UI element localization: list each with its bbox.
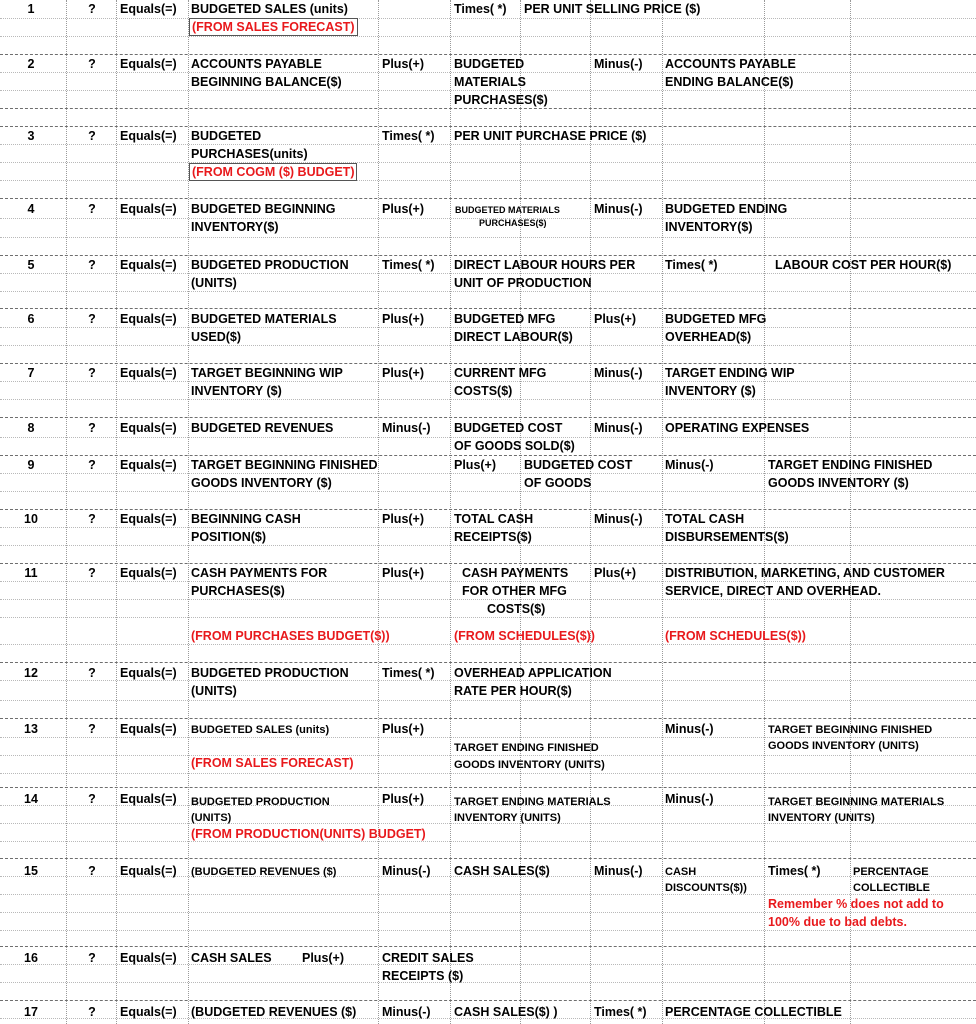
reminder-note-line-1: Remember % does not add to [768,897,944,911]
term-2-line-2: OF GOODS [524,476,592,490]
term-2: PER UNIT SELLING PRICE ($) [524,2,701,16]
row-number: 5 [27,258,35,272]
term-2-line-1: BUDGETED COST [524,458,633,472]
term-1-line-1: TARGET BEGINNING FINISHED [191,458,378,472]
question-mark: ? [88,57,96,71]
term-2-line-3: PURCHASES($) [454,93,548,107]
term-1-line-2: USED($) [191,330,242,344]
reminder-note-line-2: 100% due to bad debts. [768,915,907,929]
term-1-line-1: BUDGETED [191,129,262,143]
equals-label: Equals(=) [120,202,177,216]
operator-1: Minus(-) [382,864,431,878]
term-4-line-2: COLLECTIBLE [853,882,930,894]
term-1: BUDGETED REVENUES [191,421,334,435]
term-4-line-1: PERCENTAGE [853,866,929,878]
term-1-line-1: BUDGETED PRODUCTION [191,666,349,680]
term-1-line-2: PURCHASES(units) [191,147,308,161]
term-2-line-2: PURCHASES($) [479,218,547,228]
term-3-line-1: BUDGETED MFG [665,312,767,326]
equals-label: Equals(=) [120,864,177,878]
term-1-line-2: BEGINNING BALANCE($) [191,75,342,89]
row-number: 7 [27,366,35,380]
operator-2: Minus(-) [665,458,714,472]
question-mark: ? [88,312,96,326]
operator-2: Minus(-) [594,864,643,878]
term-1-line-1: TARGET BEGINNING WIP [191,366,343,380]
term-1-line-2: (UNITS) [191,276,237,290]
question-mark: ? [88,792,96,806]
row-number: 17 [24,1005,38,1019]
term-2-source: (FROM SCHEDULES($)) [454,629,595,643]
term-2-line-2: RECEIPTS ($) [382,969,464,983]
operator-2: Plus(+) [594,312,637,326]
operator-2: Minus(-) [594,421,643,435]
term-3-line-1: ACCOUNTS PAYABLE [665,57,796,71]
term-3-line-2: SERVICE, DIRECT AND OVERHEAD. [665,584,882,598]
term-3-line-2: DISCOUNTS($)) [665,882,747,894]
term-2-line-3: COSTS($) [487,602,546,616]
question-mark: ? [88,2,96,16]
term-1-line-2: GOODS INVENTORY ($) [191,476,332,490]
term-2-line-2: GOODS INVENTORY (UNITS) [454,759,605,771]
question-mark: ? [88,366,96,380]
term-3: LABOUR COST PER HOUR($) [775,258,952,272]
term-3-line-1: TARGET ENDING WIP [665,366,795,380]
term-2: CASH SALES($) [454,864,550,878]
term-2-line-1: BUDGETED MFG [454,312,556,326]
term-1-line-2: (UNITS) [191,812,232,824]
operator-1: Times( *) [382,258,435,272]
operator-1: Plus(+) [382,366,425,380]
operator-2: Minus(-) [665,722,714,736]
term-3-line-2: INVENTORY (UNITS) [768,812,875,824]
term-2-line-2: INVENTORY (UNITS) [454,812,561,824]
term-1-line-1: BUDGETED PRODUCTION [191,258,349,272]
question-mark: ? [88,1005,96,1019]
term-2-line-1: TARGET ENDING MATERIALS [454,796,611,808]
term-2-line-1: DIRECT LABOUR HOURS PER [454,258,636,272]
operator-2: Minus(-) [665,792,714,806]
term-2-line-2: MATERIALS [454,75,526,89]
term-2-line-2: RATE PER HOUR($) [454,684,572,698]
row-number: 4 [27,202,35,216]
operator-2: Times( *) [665,258,718,272]
question-mark: ? [88,722,96,736]
term-3-line-2: OVERHEAD($) [665,330,752,344]
term-1: CASH SALES [191,951,272,965]
term-2-line-2: UNIT OF PRODUCTION [454,276,592,290]
term-1-source: (FROM PRODUCTION(UNITS) BUDGET) [191,827,426,841]
row-number: 9 [27,458,35,472]
term-2-line-1: BUDGETED COST [454,421,563,435]
term-2: CASH SALES($) ) [454,1005,558,1019]
term-1-source: (FROM PURCHASES BUDGET($)) [191,629,390,643]
row-number: 13 [24,722,38,736]
equals-label: Equals(=) [120,951,177,965]
term-3-line-1: BUDGETED ENDING [665,202,788,216]
term-2: PER UNIT PURCHASE PRICE ($) [454,129,647,143]
row-number: 15 [24,864,38,878]
term-2-line-1: BUDGETED MATERIALS [455,205,560,215]
term-3-source: (FROM SCHEDULES($)) [665,629,806,643]
term-2-line-2: COSTS($) [454,384,513,398]
operator-2: Minus(-) [594,366,643,380]
equals-label: Equals(=) [120,312,177,326]
term-1-line-2: (UNITS) [191,684,237,698]
equals-label: Equals(=) [120,258,177,272]
term-2-line-1: OVERHEAD APPLICATION [454,666,612,680]
operator-1: Plus(+) [382,792,425,806]
term-2-line-1: TOTAL CASH [454,512,534,526]
term-3-line-1: CASH [665,866,697,878]
term-3-line-2: DISBURSEMENTS($) [665,530,789,544]
equals-label: Equals(=) [120,129,177,143]
equals-label: Equals(=) [120,722,177,736]
row-number: 12 [24,666,38,680]
equals-label: Equals(=) [120,512,177,526]
operator-1: Minus(-) [382,421,431,435]
term-2-line-1: TARGET ENDING FINISHED [454,742,599,754]
equals-label: Equals(=) [120,2,177,16]
term-3-line-1: TOTAL CASH [665,512,745,526]
question-mark: ? [88,458,96,472]
term-2-line-2: DIRECT LABOUR($) [454,330,573,344]
term-1-line-2: POSITION($) [191,530,267,544]
term-3-line-2: INVENTORY ($) [665,384,756,398]
term-2-line-1: CREDIT SALES [382,951,474,965]
term-1-source: (FROM SALES FORECAST) [191,756,354,770]
term-1-source: (FROM COGM ($) BUDGET) [189,163,357,181]
term-3: PERCENTAGE COLLECTIBLE [665,1005,842,1019]
operator-1: Plus(+) [382,512,425,526]
equals-label: Equals(=) [120,57,177,71]
row-number: 14 [24,792,38,806]
term-2-line-2: RECEIPTS($) [454,530,532,544]
equals-label: Equals(=) [120,792,177,806]
term-1-line-2: INVENTORY($) [191,220,279,234]
question-mark: ? [88,566,96,580]
question-mark: ? [88,951,96,965]
operator-1: Plus(+) [302,951,345,965]
term-2-line-1: BUDGETED [454,57,525,71]
term-2-line-2: FOR OTHER MFG [462,584,567,598]
term-3-line-2: GOODS INVENTORY (UNITS) [768,740,919,752]
term-3: OPERATING EXPENSES [665,421,810,435]
term-3-line-1: TARGET ENDING FINISHED [768,458,933,472]
equals-label: Equals(=) [120,421,177,435]
term-1-line-1: BUDGETED PRODUCTION [191,796,330,808]
term-1-line-1: ACCOUNTS PAYABLE [191,57,322,71]
term-2-line-2: OF GOODS SOLD($) [454,439,575,453]
operator-1: Times( *) [382,129,435,143]
question-mark: ? [88,666,96,680]
operator-1: Times( *) [454,2,507,16]
term-3-line-1: DISTRIBUTION, MARKETING, AND CUSTOMER [665,566,945,580]
row-number: 1 [27,2,35,16]
equals-label: Equals(=) [120,366,177,380]
term-1: (BUDGETED REVENUES ($) [191,1005,357,1019]
term-1-line-1: BEGINNING CASH [191,512,301,526]
term-3-line-2: INVENTORY($) [665,220,753,234]
operator-1: Plus(+) [382,722,425,736]
operator-1: Plus(+) [382,57,425,71]
term-3-line-1: TARGET BEGINNING MATERIALS [768,796,945,808]
question-mark: ? [88,258,96,272]
row-number: 3 [27,129,35,143]
question-mark: ? [88,202,96,216]
term-1-line-2: INVENTORY ($) [191,384,282,398]
operator-2: Plus(+) [594,566,637,580]
question-mark: ? [88,129,96,143]
question-mark: ? [88,864,96,878]
equals-label: Equals(=) [120,458,177,472]
operator-2: Minus(-) [594,512,643,526]
question-mark: ? [88,512,96,526]
operator-1: Plus(+) [382,312,425,326]
operator-1: Minus(-) [382,1005,431,1019]
operator-1: Times( *) [382,666,435,680]
term-2-line-1: CASH PAYMENTS [462,566,569,580]
term-1-line-1: CASH PAYMENTS FOR [191,566,328,580]
operator-1: Plus(+) [382,566,425,580]
term-1: (BUDGETED REVENUES ($) [191,866,337,878]
row-number: 6 [27,312,35,326]
question-mark: ? [88,421,96,435]
operator-3: Times( *) [768,864,821,878]
equals-label: Equals(=) [120,1005,177,1019]
operator-2: Minus(-) [594,202,643,216]
operator-1: Plus(+) [382,202,425,216]
operator-2: Times( *) [594,1005,647,1019]
term-1-line-2: PURCHASES($) [191,584,285,598]
term-1-source: (FROM SALES FORECAST) [189,18,358,36]
term-3-line-2: GOODS INVENTORY ($) [768,476,909,490]
term-3-line-1: TARGET BEGINNING FINISHED [768,724,933,736]
term-1-line-1: BUDGETED MATERIALS [191,312,337,326]
term-1-line-1: BUDGETED BEGINNING [191,202,336,216]
term-3-line-2: ENDING BALANCE($) [665,75,794,89]
row-number: 10 [24,512,38,526]
row-number: 8 [27,421,35,435]
term-1: BUDGETED SALES (units) [191,2,348,16]
operator-1: Plus(+) [454,458,497,472]
operator-2: Minus(-) [594,57,643,71]
row-number: 16 [24,951,38,965]
row-number: 2 [27,57,35,71]
row-number: 11 [24,566,38,580]
term-2-line-1: CURRENT MFG [454,366,547,380]
term-1: BUDGETED SALES (units) [191,724,330,736]
equals-label: Equals(=) [120,566,177,580]
equals-label: Equals(=) [120,666,177,680]
